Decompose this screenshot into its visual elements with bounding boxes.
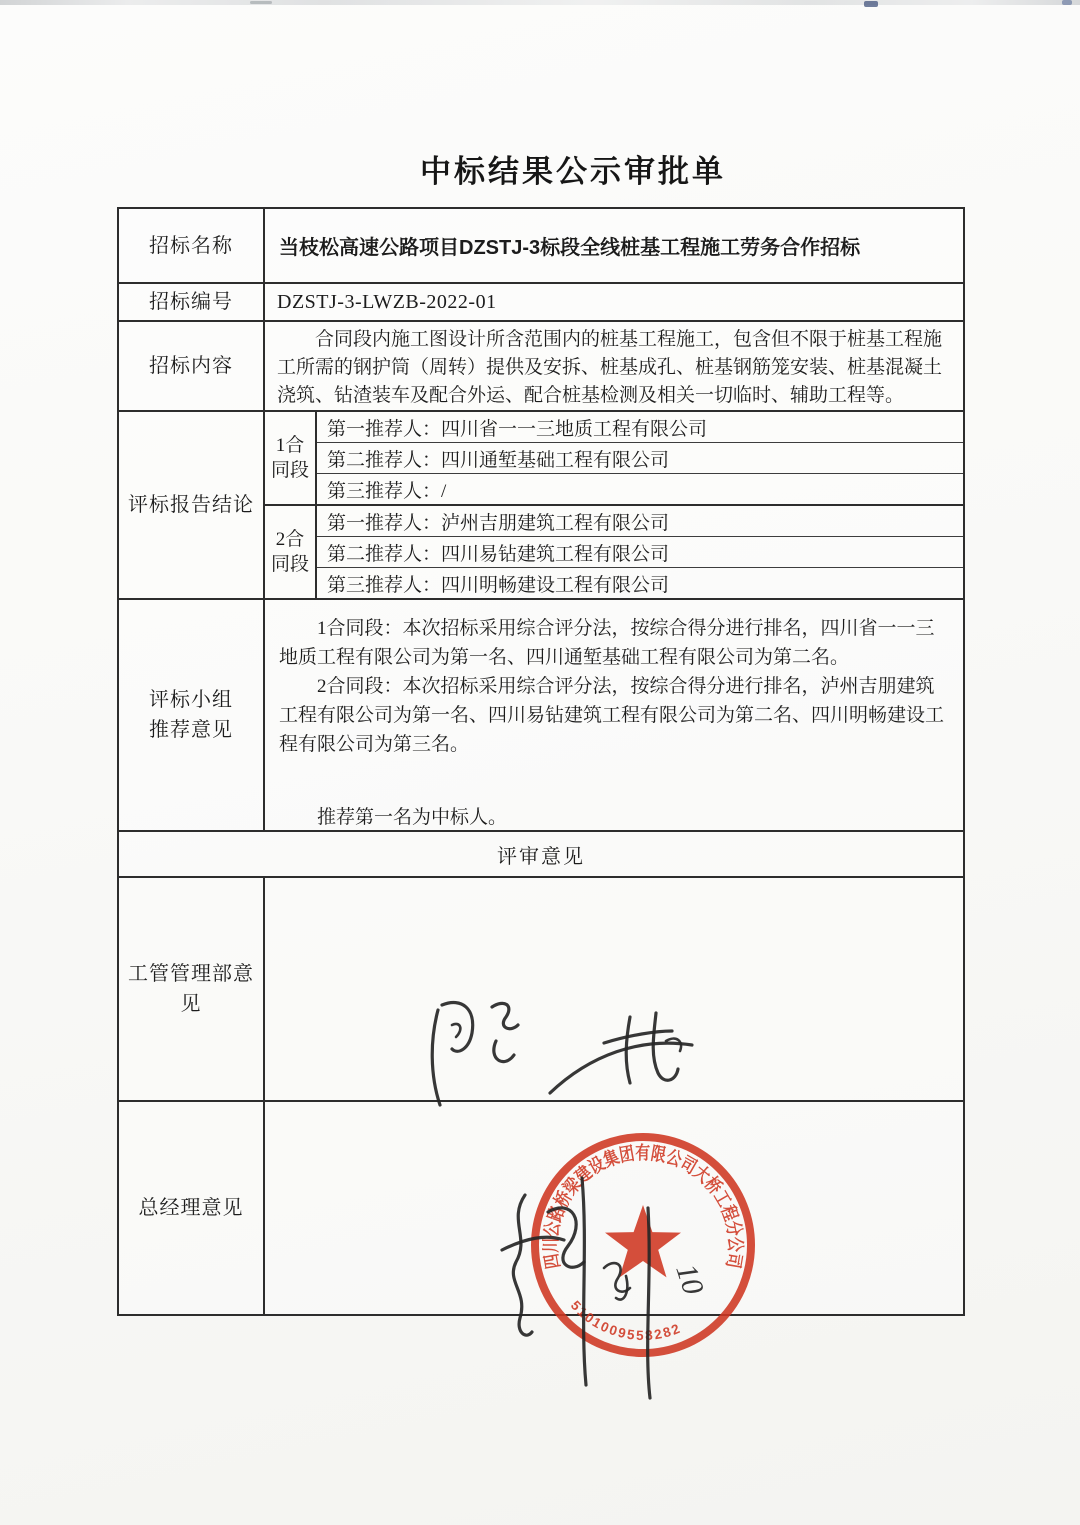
recommendation-line: 第三推荐人：四川明畅建设工程有限公司 xyxy=(327,574,670,596)
committee-label-line1: 评标小组 xyxy=(149,689,233,711)
segment-2-recommendations xyxy=(317,506,963,598)
recommendation-line: 第二推荐人：四川通堑基础工程有限公司 xyxy=(317,443,963,474)
bid-name-value: 当枝松高速公路项目DZSTJ-3标段全线桩基工程施工劳务合作招标 xyxy=(279,237,861,259)
stamp-serial-code: 5101009558282 xyxy=(567,1297,684,1344)
document-title: 中标结果公示审批单 xyxy=(420,154,726,189)
segment-1-label: 1合同段 xyxy=(265,412,317,504)
committee-paragraph-1: 1合同段：本次招标采用综合评分法，按综合得分进行排名，四川省一一三地质工程有限公司为第一名、四川通堑基础工程有限公司为第二名。 xyxy=(279,618,935,668)
gm-opinion-handwriting xyxy=(480,1150,780,1420)
bid-content-label: 招标内容 xyxy=(119,322,265,410)
recommendation-line: 第一推荐人：泸州吉朋建筑工程有限公司 xyxy=(317,506,963,537)
recommendation-line: 第二推荐人：四川易钻建筑工程有限公司 xyxy=(317,537,963,568)
bid-name-label: 招标名称 xyxy=(119,209,265,282)
row-committee-recommendation xyxy=(119,600,963,832)
bid-number-label: 招标编号 xyxy=(119,284,265,320)
committee-paragraph-2: 2合同段：本次招标采用综合评分法，按综合得分进行排名，泸州吉朋建筑工程有限公司为第一名、四川易钻建筑工程有限公司为第二名、四川明畅建设工程有限公司为第三名。 xyxy=(279,676,945,755)
bid-number-value: DZSTJ-3-LWZB-2022-01 xyxy=(277,290,497,313)
bid-content-value: 合同段内施工图设计所含范围内的桩基工程施工，包含但不限于桩基工程施工所需的钢护筒（周转）提供及安拆、桩基成孔、桩基钢筋笼安装、桩基混凝土浇筑、钻渣装车及配合外运、配合桩基检测及相关一切临时、辅助工程等。 xyxy=(277,329,943,406)
committee-label xyxy=(119,600,265,830)
evaluation-report-label: 评标报告结论 xyxy=(119,412,265,598)
scan-speck xyxy=(1062,0,1072,5)
segment-1-group xyxy=(265,412,963,506)
scan-speck xyxy=(864,1,878,7)
segment-2-group xyxy=(265,506,963,598)
segment-1-recommendations xyxy=(317,412,963,504)
scan-speck xyxy=(250,1,272,4)
stamp-company-text: 四川公路桥梁建设集团有限公司大桥工程分公司 xyxy=(539,1141,747,1274)
row-review-header: 评审意见 xyxy=(119,832,963,878)
gm-opinion-label: 总经理意见 xyxy=(119,1102,265,1314)
committee-paragraph-3: 推荐第一名为中标人。 xyxy=(317,807,508,828)
row-bid-number xyxy=(119,284,963,322)
row-bid-content xyxy=(119,322,963,412)
dept-opinion-label: 工管管理部意见 xyxy=(119,878,265,1100)
committee-content xyxy=(265,600,963,830)
recommendation-line: 第一推荐人：四川省一一三地质工程有限公司 xyxy=(317,412,963,443)
scan-edge-artifact xyxy=(0,0,1080,5)
gm-handwritten-note: 10 xyxy=(669,1259,710,1299)
row-evaluation-report xyxy=(119,412,963,600)
segment-2-label: 2合同段 xyxy=(265,506,317,598)
recommendation-line: 第三推荐人：/ xyxy=(327,480,447,502)
row-bid-name xyxy=(119,209,963,284)
committee-label-line2: 推荐意见 xyxy=(149,719,233,741)
evaluation-report-content xyxy=(265,412,963,598)
dept-opinion-handwriting xyxy=(400,985,720,1125)
